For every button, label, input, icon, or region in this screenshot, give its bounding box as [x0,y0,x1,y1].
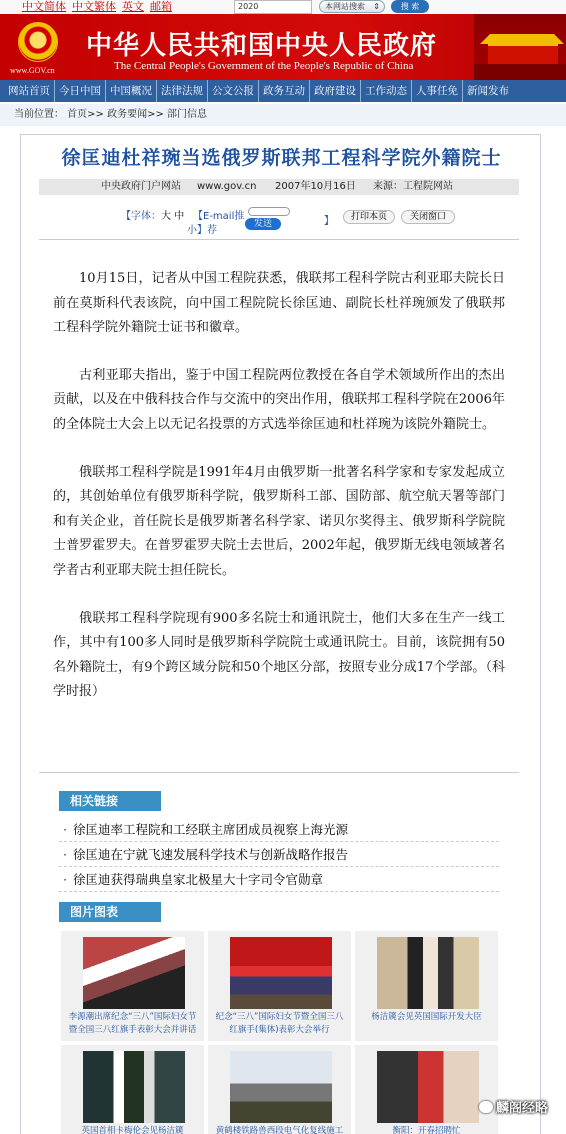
nav-laws[interactable]: 法律法规 [157,80,208,102]
article-paragraph: 古利亚耶夫指出，鉴于中国工程院两位教授在各自学术领域所作出的杰出贡献，以及在中俄科技合作与交流中的突出作用，俄联邦工程科学院在2006年的全体院士大会上以无记名投票的方式选举徐匡迪和杜祥琬为该院外籍院士。 [53,367,505,432]
breadcrumb: 当前位置： 首页>> 政务要闻>> 部门信息 [0,104,566,126]
photo-thumbnail[interactable] [377,1051,479,1123]
photo-card[interactable] [208,1045,351,1134]
nav-appointments[interactable]: 人事任免 [412,80,463,102]
nav-work-updates[interactable]: 工作动态 [361,80,412,102]
photo-card[interactable] [61,931,204,1041]
article-date: 2007年10月16日 [275,181,356,192]
article-toolbar [21,205,541,235]
language-links [22,0,178,14]
bullet-icon: · [63,847,67,862]
nav-press-release[interactable]: 新闻发布 [467,85,509,97]
close-window-button[interactable]: 关闭窗口 [401,210,455,224]
photo-thumbnail[interactable] [230,937,332,1009]
search-button[interactable]: 搜 索 [391,0,429,13]
divider [39,772,519,773]
search-scope-label: 本网站搜索 [325,2,365,11]
site-url: www.GOV.cn [10,66,55,75]
article-paragraph: 俄联邦工程科学院是1991年4月由俄罗斯一批著名科学家和专家发起成立的，其创始单位有俄罗斯科学院，俄罗斯科工部、国防部、航空航天署等部门和有关企业，首任院长是俄罗斯著名科学家、诺贝尔奖得主、俄罗斯科学院院士普罗霍罗夫。在普罗霍罗夫院士去世后，2002年起，俄罗斯无线电领域著名学者古利亚耶夫院士担任院长。 [53,464,505,578]
email-recommend-label: 【E-mail推 [193,211,245,222]
nav-china-overview[interactable]: 中国概况 [106,80,157,102]
site-banner [0,14,566,80]
nav-home[interactable]: 网站首页 [4,80,55,102]
top-utility-bar [0,0,566,14]
watermark: 麟阁经略 [479,1097,548,1116]
photo-thumbnail[interactable] [377,937,479,1009]
photo-thumbnail[interactable] [230,1051,332,1123]
nav-government-building[interactable]: 政府建设 [310,80,361,102]
divider [39,239,519,240]
link-traditional-chinese[interactable]: 中文繁体 [72,0,116,13]
photo-card[interactable] [355,1045,498,1134]
article-title: 徐匡迪杜祥琬当选俄罗斯联邦工程科学院外籍院士 [61,147,502,169]
bullet-icon: · [63,822,67,837]
article-origin: 来源：工程院网站 [373,181,453,192]
search-scope-select[interactable] [319,0,385,13]
link-mailbox[interactable]: 邮箱 [150,0,172,13]
article-meta [39,179,519,195]
font-small-button[interactable]: 小】荐 [187,225,217,236]
chevron-down-icon: ⇕ [373,2,380,11]
photo-caption[interactable]: 纪念“三八”国际妇女节暨全国三八红旗手(集体)表彰大会举行 [215,1012,344,1035]
font-medium-button[interactable]: 中 [174,211,185,222]
article-paragraph: 10月15日，记者从中国工程院获悉，俄联邦工程科学院古利亚耶夫院长日前在莫斯科代表该院，向中国工程院院长徐匡迪、副院长杜祥琬颁发了俄联邦工程科学院外籍院士证书和徽章。 [53,271,505,336]
font-large-button[interactable]: 大 [161,211,171,222]
article-paragraph: 俄联邦工程科学院现有900多名院士和通讯院士，他们大多在生产一线工作，其中有100多人同时是俄罗斯科学院院士或通讯院士。目前，该院拥有50名外籍院士，有9个跨区域分院和50个地区分部，按照专业分成17个学部。（科学时报） [53,610,505,700]
article-panel [20,134,541,1134]
print-button[interactable]: 打印本页 [343,210,395,224]
photo-caption[interactable]: 衡阳：开春招聘忙 [392,1126,461,1134]
list-item[interactable]: · 徐匡迪在宁就飞速发展科学技术与创新战略作报告 [59,842,499,867]
photo-gallery [61,931,499,1134]
nav-today-china[interactable]: 今日中国 [55,80,106,102]
font-size-label: 【字体：大 中 [121,211,185,222]
toolbar-bracket: 】 [324,216,334,227]
site-title-english: The Central People's Government of the People's Republic of China [114,60,414,72]
list-item[interactable]: · 徐匡迪率工程院和工经联主席团成员视察上海光源 [59,817,499,842]
wechat-icon [479,1101,493,1113]
nav-documents[interactable]: 公文公报 [208,80,259,102]
nav-interaction[interactable]: 政务互动 [259,80,310,102]
photo-card[interactable] [208,931,351,1041]
main-navigation [0,80,566,102]
related-links-heading: 相关链接 [59,791,161,811]
tiananmen-gate-icon [474,14,566,80]
link-english[interactable]: 英文 [122,0,144,13]
photo-thumbnail[interactable] [83,937,185,1009]
email-recommend-label-2: 荐 [207,225,217,236]
photo-gallery-heading: 图片图表 [59,902,161,922]
photo-caption[interactable]: 英国首相卡梅伦会见杨洁篪 [81,1126,184,1134]
list-item[interactable]: · 徐匡迪获得瑞典皇家北极星大十字司令官勋章 [59,867,499,892]
article-body [53,267,505,728]
search-input[interactable]: 2020 [234,0,312,14]
article-source: 中央政府门户网站 [101,181,181,192]
related-links-list [59,817,499,892]
photo-thumbnail[interactable] [83,1051,185,1123]
article-site[interactable]: www.gov.cn [197,181,257,192]
link-simplified-chinese[interactable]: 中文简体 [22,0,66,13]
send-button[interactable]: 发送 [245,218,281,230]
photo-card[interactable] [61,1045,204,1134]
site-title-chinese: 中华人民共和国中央人民政府 [86,31,438,61]
email-input[interactable] [248,207,290,216]
photo-card[interactable] [355,931,498,1041]
photo-caption[interactable]: 黄鹤楼铁路兽西段电气化复线施工 [215,1126,344,1134]
photo-caption[interactable]: 杨洁篪会见英国国际开发大臣 [371,1012,482,1022]
bullet-icon: · [63,872,67,887]
national-emblem-icon [18,22,58,62]
photo-caption[interactable]: 李源潮出席纪念“三八”国际妇女节暨全国三八红旗手表彰大会并讲话 [68,1012,197,1035]
